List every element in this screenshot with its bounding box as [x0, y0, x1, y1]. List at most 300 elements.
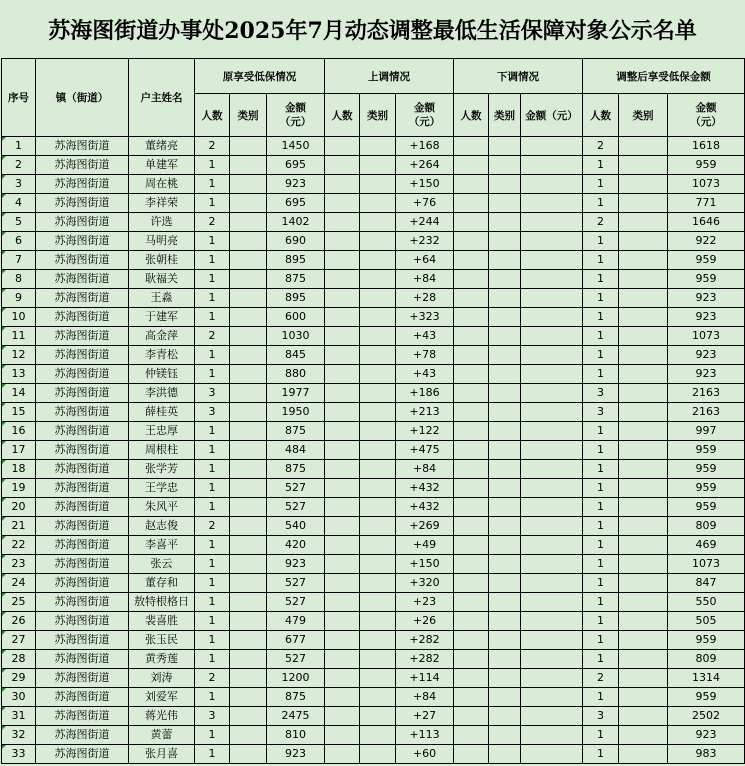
row-town: 苏海图街道 [36, 346, 129, 365]
row-down-persons [454, 213, 489, 232]
row-down-amount [521, 441, 583, 460]
table-row [2, 213, 745, 232]
row-new-amount: 809 [668, 517, 745, 536]
row-down-persons [454, 612, 489, 631]
row-new-persons: 3 [583, 403, 619, 422]
row-orig-amount: 479 [267, 612, 325, 631]
row-down-category [489, 346, 521, 365]
row-new-amount: 997 [668, 422, 745, 441]
row-new-amount: 550 [668, 593, 745, 612]
row-up-amount: +320 [396, 574, 454, 593]
row-up-persons [325, 384, 360, 403]
table-row [2, 422, 745, 441]
row-down-persons [454, 517, 489, 536]
row-down-category [489, 688, 521, 707]
row-new-category [619, 289, 668, 308]
row-up-persons [325, 422, 360, 441]
row-householder: 李喜平 [129, 536, 195, 555]
table-row [2, 251, 745, 270]
row-down-category [489, 327, 521, 346]
row-down-amount [521, 669, 583, 688]
row-down-amount [521, 384, 583, 403]
row-householder: 王学忠 [129, 479, 195, 498]
row-up-amount: +244 [396, 213, 454, 232]
page-title: 苏海图街道办事处2025年7月动态调整最低生活保障对象公示名单 [48, 17, 697, 44]
row-up-persons [325, 137, 360, 156]
row-down-category [489, 574, 521, 593]
table-row [2, 194, 745, 213]
table-row [2, 688, 745, 707]
row-new-category [619, 308, 668, 327]
row-householder: 单建军 [129, 156, 195, 175]
row-town: 苏海图街道 [36, 175, 129, 194]
row-up-persons [325, 650, 360, 669]
row-householder: 蒋光伟 [129, 707, 195, 726]
row-new-category [619, 403, 668, 422]
row-down-persons [454, 631, 489, 650]
row-up-persons [325, 403, 360, 422]
row-orig-amount: 895 [267, 289, 325, 308]
row-up-category [360, 498, 396, 517]
row-up-category [360, 555, 396, 574]
row-new-amount: 959 [668, 688, 745, 707]
row-down-persons [454, 574, 489, 593]
row-down-amount [521, 251, 583, 270]
row-down-category [489, 232, 521, 251]
row-new-amount: 923 [668, 346, 745, 365]
row-orig-category [230, 479, 267, 498]
row-down-category [489, 669, 521, 688]
row-seq: 26 [2, 612, 36, 631]
header-orig-category: 类别 [230, 94, 267, 137]
row-up-amount: +168 [396, 137, 454, 156]
row-new-persons: 1 [583, 555, 619, 574]
row-up-persons [325, 631, 360, 650]
row-orig-amount: 695 [267, 156, 325, 175]
row-new-category [619, 270, 668, 289]
row-down-persons [454, 194, 489, 213]
row-town: 苏海图街道 [36, 232, 129, 251]
row-new-category [619, 650, 668, 669]
row-up-amount: +84 [396, 688, 454, 707]
row-householder: 李洪德 [129, 384, 195, 403]
row-town: 苏海图街道 [36, 612, 129, 631]
table-row [2, 669, 745, 688]
row-householder: 薛桂英 [129, 403, 195, 422]
row-householder: 朱风平 [129, 498, 195, 517]
row-seq: 3 [2, 175, 36, 194]
row-down-category [489, 213, 521, 232]
row-new-persons: 2 [583, 669, 619, 688]
row-seq: 15 [2, 403, 36, 422]
amount-unit: （元） [279, 116, 312, 128]
row-new-category [619, 536, 668, 555]
header-up-amount [396, 94, 454, 137]
row-down-amount [521, 175, 583, 194]
row-seq: 31 [2, 707, 36, 726]
header-down-amount: 金额（元） [521, 94, 583, 137]
row-new-amount: 923 [668, 289, 745, 308]
row-new-amount: 959 [668, 270, 745, 289]
row-up-category [360, 156, 396, 175]
row-orig-amount: 923 [267, 745, 325, 764]
row-orig-persons: 1 [195, 612, 230, 631]
row-up-category [360, 365, 396, 384]
row-seq: 32 [2, 726, 36, 745]
row-down-persons [454, 536, 489, 555]
row-orig-category [230, 612, 267, 631]
row-down-persons [454, 175, 489, 194]
row-orig-category [230, 213, 267, 232]
row-new-amount: 959 [668, 460, 745, 479]
row-householder: 许选 [129, 213, 195, 232]
row-orig-persons: 3 [195, 707, 230, 726]
row-new-amount: 922 [668, 232, 745, 251]
row-down-persons [454, 365, 489, 384]
row-down-persons [454, 289, 489, 308]
row-up-amount: +213 [396, 403, 454, 422]
row-new-amount: 959 [668, 479, 745, 498]
row-householder: 赵志俊 [129, 517, 195, 536]
row-seq: 9 [2, 289, 36, 308]
row-orig-amount: 875 [267, 688, 325, 707]
row-new-category [619, 194, 668, 213]
row-up-category [360, 422, 396, 441]
row-up-persons [325, 726, 360, 745]
row-seq: 2 [2, 156, 36, 175]
row-new-amount: 923 [668, 726, 745, 745]
row-orig-amount: 875 [267, 422, 325, 441]
row-new-category [619, 498, 668, 517]
row-new-amount: 469 [668, 536, 745, 555]
header-down-category: 类别 [489, 94, 521, 137]
header-original-group: 原享受低保情况 [195, 59, 325, 94]
row-down-persons [454, 232, 489, 251]
row-up-amount: +232 [396, 232, 454, 251]
row-up-persons [325, 517, 360, 536]
row-orig-category [230, 441, 267, 460]
table-row [2, 384, 745, 403]
row-down-amount [521, 365, 583, 384]
row-down-amount [521, 574, 583, 593]
row-down-category [489, 137, 521, 156]
row-town: 苏海图街道 [36, 156, 129, 175]
row-orig-category [230, 536, 267, 555]
row-down-category [489, 650, 521, 669]
row-orig-category [230, 688, 267, 707]
row-orig-amount: 1200 [267, 669, 325, 688]
row-up-category [360, 536, 396, 555]
row-householder: 马明亮 [129, 232, 195, 251]
row-town: 苏海图街道 [36, 308, 129, 327]
row-up-amount: +60 [396, 745, 454, 764]
header-adjusted-group: 调整后享受低保金额 [583, 59, 745, 94]
row-orig-category [230, 669, 267, 688]
row-orig-persons: 1 [195, 308, 230, 327]
row-orig-amount: 484 [267, 441, 325, 460]
row-new-category [619, 631, 668, 650]
row-orig-amount: 540 [267, 517, 325, 536]
table-row [2, 517, 745, 536]
row-householder: 张月喜 [129, 745, 195, 764]
row-down-category [489, 175, 521, 194]
row-new-category [619, 346, 668, 365]
row-orig-amount: 875 [267, 270, 325, 289]
row-down-category [489, 726, 521, 745]
row-orig-amount: 527 [267, 574, 325, 593]
row-new-persons: 1 [583, 688, 619, 707]
row-up-amount: +84 [396, 460, 454, 479]
row-seq: 29 [2, 669, 36, 688]
row-up-amount: +150 [396, 555, 454, 574]
row-town: 苏海图街道 [36, 650, 129, 669]
row-up-category [360, 346, 396, 365]
row-new-persons: 1 [583, 194, 619, 213]
row-new-category [619, 745, 668, 764]
row-down-persons [454, 498, 489, 517]
row-new-amount: 1314 [668, 669, 745, 688]
row-up-persons [325, 479, 360, 498]
row-up-category [360, 631, 396, 650]
row-up-amount: +43 [396, 365, 454, 384]
row-orig-persons: 2 [195, 137, 230, 156]
row-orig-persons: 1 [195, 251, 230, 270]
row-householder: 敖特根格日 [129, 593, 195, 612]
row-up-category [360, 688, 396, 707]
row-new-category [619, 479, 668, 498]
row-up-amount: +78 [396, 346, 454, 365]
row-orig-category [230, 137, 267, 156]
row-down-category [489, 156, 521, 175]
row-orig-persons: 2 [195, 669, 230, 688]
row-seq: 12 [2, 346, 36, 365]
row-orig-amount: 1977 [267, 384, 325, 403]
row-down-category [489, 745, 521, 764]
row-down-persons [454, 707, 489, 726]
table-row [2, 156, 745, 175]
row-new-category [619, 726, 668, 745]
row-down-amount [521, 555, 583, 574]
row-householder: 周在桃 [129, 175, 195, 194]
row-down-amount [521, 726, 583, 745]
row-new-persons: 1 [583, 289, 619, 308]
table-row [2, 175, 745, 194]
row-householder: 张学芳 [129, 460, 195, 479]
row-town: 苏海图街道 [36, 403, 129, 422]
row-orig-amount: 1450 [267, 137, 325, 156]
row-down-amount [521, 346, 583, 365]
row-up-category [360, 669, 396, 688]
row-up-persons [325, 536, 360, 555]
table-row [2, 555, 745, 574]
row-orig-amount: 527 [267, 650, 325, 669]
row-seq: 21 [2, 517, 36, 536]
row-down-category [489, 517, 521, 536]
amount-label: 金额 [695, 102, 717, 114]
row-up-persons [325, 175, 360, 194]
table-row [2, 346, 745, 365]
row-new-category [619, 213, 668, 232]
row-down-persons [454, 403, 489, 422]
row-down-category [489, 422, 521, 441]
row-up-category [360, 460, 396, 479]
table-row [2, 612, 745, 631]
row-town: 苏海图街道 [36, 726, 129, 745]
row-town: 苏海图街道 [36, 460, 129, 479]
row-seq: 33 [2, 745, 36, 764]
row-down-category [489, 365, 521, 384]
row-down-amount [521, 156, 583, 175]
row-up-persons [325, 441, 360, 460]
row-down-amount [521, 745, 583, 764]
row-up-persons [325, 308, 360, 327]
row-down-persons [454, 384, 489, 403]
row-town: 苏海图街道 [36, 574, 129, 593]
row-householder: 高金萍 [129, 327, 195, 346]
row-householder: 仲镁钰 [129, 365, 195, 384]
row-orig-persons: 1 [195, 726, 230, 745]
row-new-category [619, 669, 668, 688]
table-row [2, 232, 745, 251]
row-householder: 于建军 [129, 308, 195, 327]
row-new-persons: 1 [583, 156, 619, 175]
row-down-category [489, 270, 521, 289]
table-row [2, 479, 745, 498]
table-row [2, 536, 745, 555]
row-down-category [489, 631, 521, 650]
header-up-group: 上调情况 [325, 59, 454, 94]
table-row [2, 726, 745, 745]
row-new-persons: 1 [583, 251, 619, 270]
row-new-category [619, 422, 668, 441]
row-new-persons: 1 [583, 460, 619, 479]
row-up-persons [325, 707, 360, 726]
row-new-amount: 1073 [668, 555, 745, 574]
row-new-persons: 1 [583, 232, 619, 251]
row-up-amount: +475 [396, 441, 454, 460]
row-up-category [360, 327, 396, 346]
row-seq: 20 [2, 498, 36, 517]
row-down-amount [521, 403, 583, 422]
row-orig-category [230, 707, 267, 726]
row-new-category [619, 612, 668, 631]
row-orig-persons: 1 [195, 270, 230, 289]
row-up-amount: +269 [396, 517, 454, 536]
row-orig-persons: 1 [195, 593, 230, 612]
row-orig-amount: 895 [267, 251, 325, 270]
row-orig-persons: 2 [195, 213, 230, 232]
row-new-persons: 1 [583, 631, 619, 650]
row-town: 苏海图街道 [36, 707, 129, 726]
row-new-persons: 2 [583, 137, 619, 156]
row-up-amount: +432 [396, 479, 454, 498]
row-up-persons [325, 232, 360, 251]
row-orig-amount: 2475 [267, 707, 325, 726]
row-householder: 刘爱军 [129, 688, 195, 707]
row-orig-category [230, 498, 267, 517]
header-down-group: 下调情况 [454, 59, 583, 94]
row-new-persons: 1 [583, 365, 619, 384]
header-householder: 户主姓名 [129, 59, 195, 137]
row-new-amount: 959 [668, 631, 745, 650]
row-seq: 28 [2, 650, 36, 669]
row-orig-amount: 923 [267, 555, 325, 574]
row-new-category [619, 688, 668, 707]
row-orig-persons: 1 [195, 156, 230, 175]
row-new-category [619, 327, 668, 346]
row-orig-amount: 810 [267, 726, 325, 745]
row-householder: 张云 [129, 555, 195, 574]
row-orig-amount: 845 [267, 346, 325, 365]
row-orig-amount: 695 [267, 194, 325, 213]
header-town: 镇（街道） [36, 59, 129, 137]
row-new-amount: 959 [668, 251, 745, 270]
row-down-category [489, 460, 521, 479]
row-up-category [360, 517, 396, 536]
row-down-amount [521, 517, 583, 536]
row-new-amount: 923 [668, 365, 745, 384]
row-down-persons [454, 669, 489, 688]
header-new-persons: 人数 [583, 94, 619, 137]
row-new-persons: 1 [583, 327, 619, 346]
row-town: 苏海图街道 [36, 327, 129, 346]
amount-label: 金额 [285, 102, 306, 114]
row-seq: 24 [2, 574, 36, 593]
row-down-persons [454, 137, 489, 156]
row-householder: 王忠厚 [129, 422, 195, 441]
row-up-category [360, 479, 396, 498]
table-row [2, 270, 745, 289]
row-town: 苏海图街道 [36, 365, 129, 384]
table-row [2, 289, 745, 308]
row-up-amount: +282 [396, 631, 454, 650]
row-up-amount: +26 [396, 612, 454, 631]
row-orig-amount: 1950 [267, 403, 325, 422]
row-down-amount [521, 308, 583, 327]
row-up-amount: +43 [396, 327, 454, 346]
row-town: 苏海图街道 [36, 479, 129, 498]
row-down-persons [454, 422, 489, 441]
header-orig-amount [267, 94, 325, 137]
row-town: 苏海图街道 [36, 688, 129, 707]
row-down-category [489, 194, 521, 213]
row-town: 苏海图街道 [36, 289, 129, 308]
row-orig-category [230, 517, 267, 536]
row-up-category [360, 593, 396, 612]
row-seq: 11 [2, 327, 36, 346]
row-householder: 黄蕾 [129, 726, 195, 745]
row-new-amount: 1618 [668, 137, 745, 156]
row-orig-persons: 1 [195, 650, 230, 669]
row-up-category [360, 745, 396, 764]
row-new-amount: 771 [668, 194, 745, 213]
row-new-category [619, 175, 668, 194]
row-down-amount [521, 194, 583, 213]
row-orig-persons: 1 [195, 479, 230, 498]
table-row [2, 574, 745, 593]
row-new-category [619, 232, 668, 251]
row-orig-amount: 420 [267, 536, 325, 555]
row-orig-category [230, 650, 267, 669]
row-new-persons: 1 [583, 517, 619, 536]
row-up-amount: +323 [396, 308, 454, 327]
row-seq: 1 [2, 137, 36, 156]
row-new-category [619, 517, 668, 536]
row-town: 苏海图街道 [36, 498, 129, 517]
row-orig-amount: 600 [267, 308, 325, 327]
row-down-amount [521, 612, 583, 631]
row-down-amount [521, 593, 583, 612]
